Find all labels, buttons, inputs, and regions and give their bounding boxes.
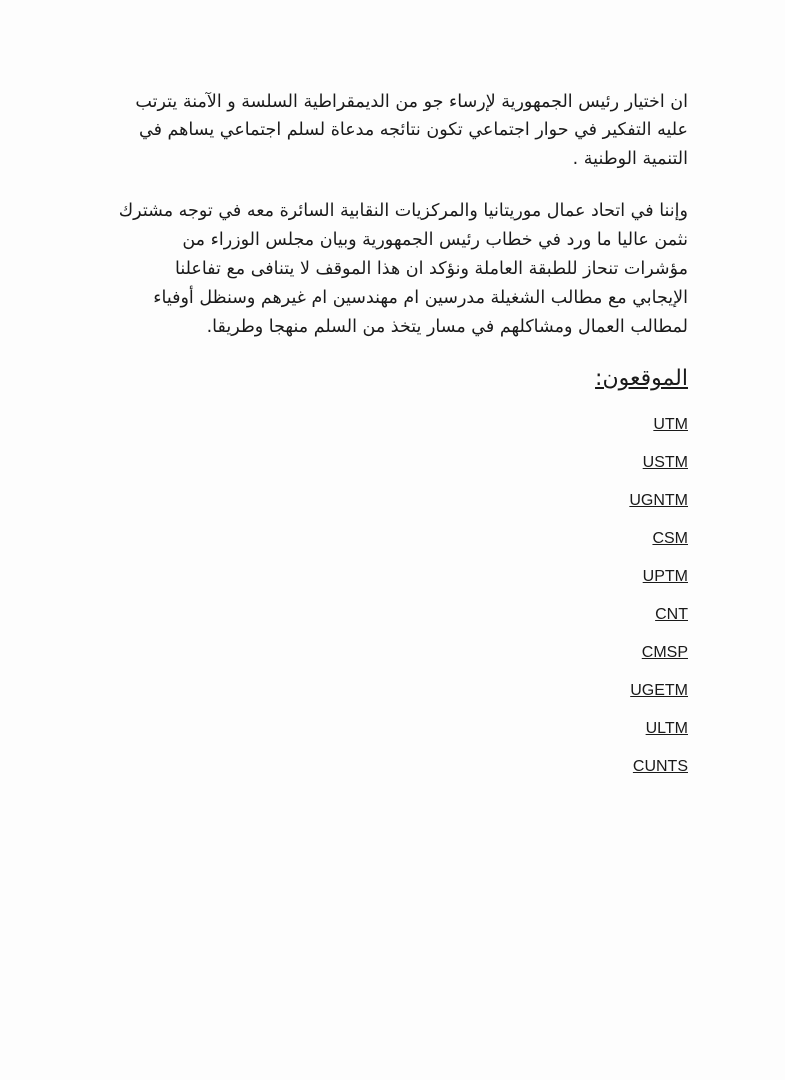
signatory: CMSP: [641, 644, 688, 661]
signatory: UGETM: [630, 682, 688, 699]
paragraph1-line: عليه التفكير في حوار اجتماعي تكون نتائجه مدعاة لسلم اجتماعي يساهم في: [138, 120, 688, 140]
paragraph2-line: مؤشرات تنحاز للطبقة العاملة ونؤكد ان هذا الموقف لا يتنافى مع تفاعلنا: [175, 259, 688, 279]
signatory: CSM: [652, 530, 688, 547]
signatory: USTM: [642, 454, 688, 471]
signatories-heading: الموقعون:: [595, 366, 688, 391]
signatory: UPTM: [642, 568, 688, 585]
paragraph1-line: التنمية الوطنية .: [572, 149, 688, 169]
signatory: UGNTM: [629, 492, 688, 509]
signatory: CUNTS: [632, 758, 688, 775]
paragraph2-line: نثمن عاليا ما ورد في خطاب رئيس الجمهورية وبيان مجلس الوزراء من: [182, 230, 688, 250]
paragraph2-line: وإننا في اتحاد عمال موريتانيا والمركزيات النقابية السائرة معه في توجه مشترك: [118, 201, 688, 221]
signatory: UTM: [653, 416, 688, 433]
paragraph2-line: لمطالب العمال ومشاكلهم في مسار يتخذ من السلم منهجا وطريقا.: [206, 317, 688, 337]
signatory: CNT: [655, 606, 688, 623]
signatory: ULTM: [645, 720, 688, 737]
paragraph2-line: الإيجابي مع مطالب الشغيلة مدرسين ام مهندسين ام غيرهم وسنظل أوفياء: [153, 288, 688, 308]
paragraph1-line: ان اختيار رئيس الجمهورية لإرساء جو من الديمقراطية السلسة و الآمنة يترتب: [135, 92, 688, 112]
